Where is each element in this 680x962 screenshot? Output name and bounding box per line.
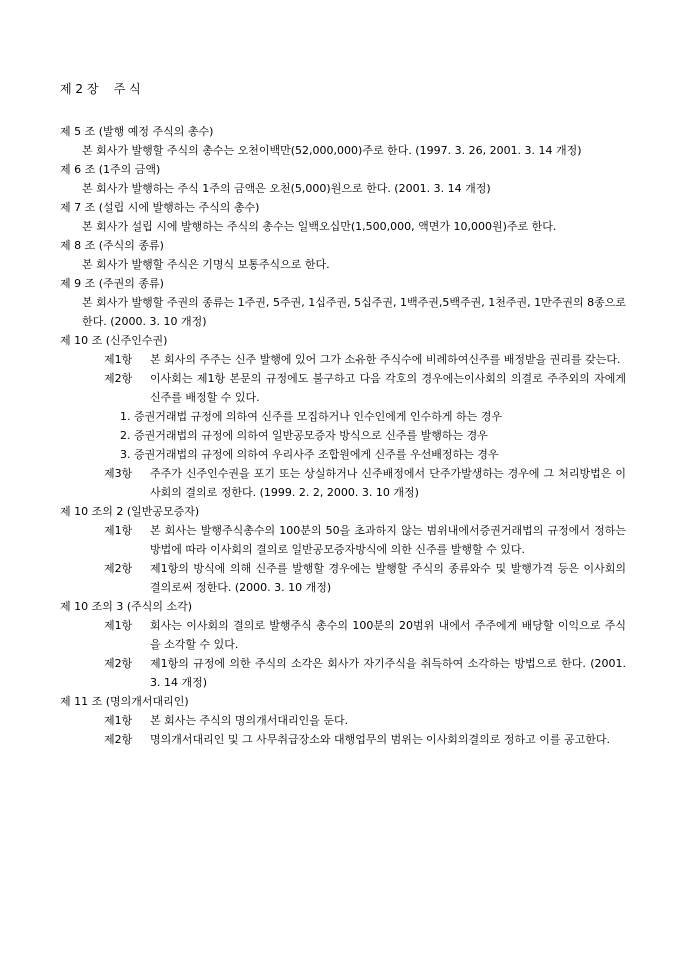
- chapter-title: 제 2 장 주 식: [60, 82, 141, 96]
- clause-text: 본 회사는 발행주식총수의 100분의 50을 초과하지 않는 범위내에서증권거래법의 규정에서 정하는 방법에 따라 이사회의 결의로 일반공모증자방식에 의한 신주를 발행할 수 있다.: [150, 524, 626, 556]
- article-body: 본 회사가 발행하는 주식 1주의 금액은 오천(5,000)원으로 한다. (2001. 3. 14 개정): [82, 182, 491, 195]
- clause-label: 제3항: [104, 467, 133, 480]
- clause: [104, 350, 626, 369]
- article: [60, 331, 626, 502]
- article: [60, 692, 626, 749]
- clause: [104, 521, 626, 559]
- clause: [104, 369, 626, 407]
- clause-item: 2. 증권거래법의 규정에 의하여 일반공모증자 방식으로 신주를 발행하는 경우: [120, 429, 488, 442]
- article-title: 제 10 조 (신주인수권): [60, 334, 168, 347]
- clause: [104, 730, 626, 749]
- clause-label: 제2항: [104, 562, 133, 575]
- article: [60, 274, 626, 331]
- clause-text: 이사회는 제1항 본문의 규정에도 불구하고 다음 각호의 경우에는이사회의 의결로 주주외의 자에게 신주를 배정할 수 있다.: [150, 372, 626, 404]
- clause-label: 제1항: [104, 524, 133, 537]
- clause: [104, 711, 626, 730]
- clause-label: 제1항: [104, 714, 133, 727]
- clause-text: 제1항의 규정에 의한 주식의 소각은 회사가 자기주식을 취득하여 소각하는 방법으로 한다. (2001. 3. 14 개정): [150, 657, 626, 689]
- clause: [104, 559, 626, 597]
- article-title: 제 10 조의 2 (일반공모증자): [60, 505, 200, 518]
- clause-text: 명의개서대리인 및 그 사무취급장소와 대행업무의 범위는 이사회의결의로 정하고 이를 공고한다.: [150, 733, 611, 746]
- article: [60, 198, 626, 236]
- article-title: 제 11 조 (명의개서대리인): [60, 695, 189, 708]
- clause-text: 본 회사의 주주는 신주 발행에 있어 그가 소유한 주식수에 비례하여신주를 배정받을 권리를 갖는다.: [150, 353, 621, 366]
- clause-label: 제2항: [104, 657, 133, 670]
- clause-text: 주주가 신주인수권을 포기 또는 상실하거나 신주배정에서 단주가발생하는 경우에 그 처리방법은 이사회의 결의로 정한다. (1999. 2. 2, 2000. 3. 10 개정): [150, 467, 626, 499]
- article-title: 제 5 조 (발행 예정 주식의 총수): [60, 125, 214, 138]
- article-title: 제 8 조 (주식의 종류): [60, 239, 164, 252]
- article: [60, 160, 626, 198]
- clause: [104, 654, 626, 692]
- article-body: 본 회사가 발행할 주식은 기명식 보통주식으로 한다.: [82, 258, 330, 271]
- clause-text: 본 회사는 주식의 명의개서대리인을 둔다.: [150, 714, 349, 727]
- article-body: 본 회사가 설립 시에 발행하는 주식의 총수는 일백오십만(1,500,000, 액면가 10,000원)주로 한다.: [82, 220, 557, 233]
- article: [60, 597, 626, 692]
- article: [60, 122, 626, 160]
- clause-label: 제2항: [104, 372, 133, 385]
- article-body: 본 회사가 발행할 주권의 종류는 1주권, 5주권, 1십주권, 5십주권, 1백주권,5백주권, 1천주권, 1만주권의 8종으로 한다. (2000. 3. 10 개정): [82, 296, 626, 328]
- articles-list: [60, 122, 626, 749]
- clause-text: 제1항의 방식에 의해 신주를 발행할 경우에는 발행할 주식의 종류와수 및 발행가격 등은 이사회의 결의로써 정한다. (2000. 3. 10 개정): [150, 562, 626, 594]
- clause-label: 제2항: [104, 733, 133, 746]
- clause-label: 제1항: [104, 353, 133, 366]
- clause: [104, 616, 626, 654]
- article-title: 제 10 조의 3 (주식의 소각): [60, 600, 193, 613]
- article-body: 본 회사가 발행할 주식의 총수는 오천이백만(52,000,000)주로 한다. (1997. 3. 26, 2001. 3. 14 개정): [82, 144, 582, 157]
- article-title: 제 6 조 (1주의 금액): [60, 163, 161, 176]
- clause-item: 1. 증권거래법 규정에 의하여 신주를 모집하거나 인수인에게 인수하게 하는 경우: [120, 410, 502, 423]
- clause-item: 3. 증권거래법의 규정에 의하여 우리사주 조합원에게 신주를 우선배정하는 경우: [120, 448, 499, 461]
- clause-text: 회사는 이사회의 결의로 발행주식 총수의 100분의 20범위 내에서 주주에게 배당할 이익으로 주식을 소각할 수 있다.: [150, 619, 626, 651]
- clause: [104, 464, 626, 502]
- article-title: 제 7 조 (설립 시에 발행하는 주식의 총수): [60, 201, 260, 214]
- article: [60, 236, 626, 274]
- article: [60, 502, 626, 597]
- article-title: 제 9 조 (주권의 종류): [60, 277, 164, 290]
- clause-label: 제1항: [104, 619, 133, 632]
